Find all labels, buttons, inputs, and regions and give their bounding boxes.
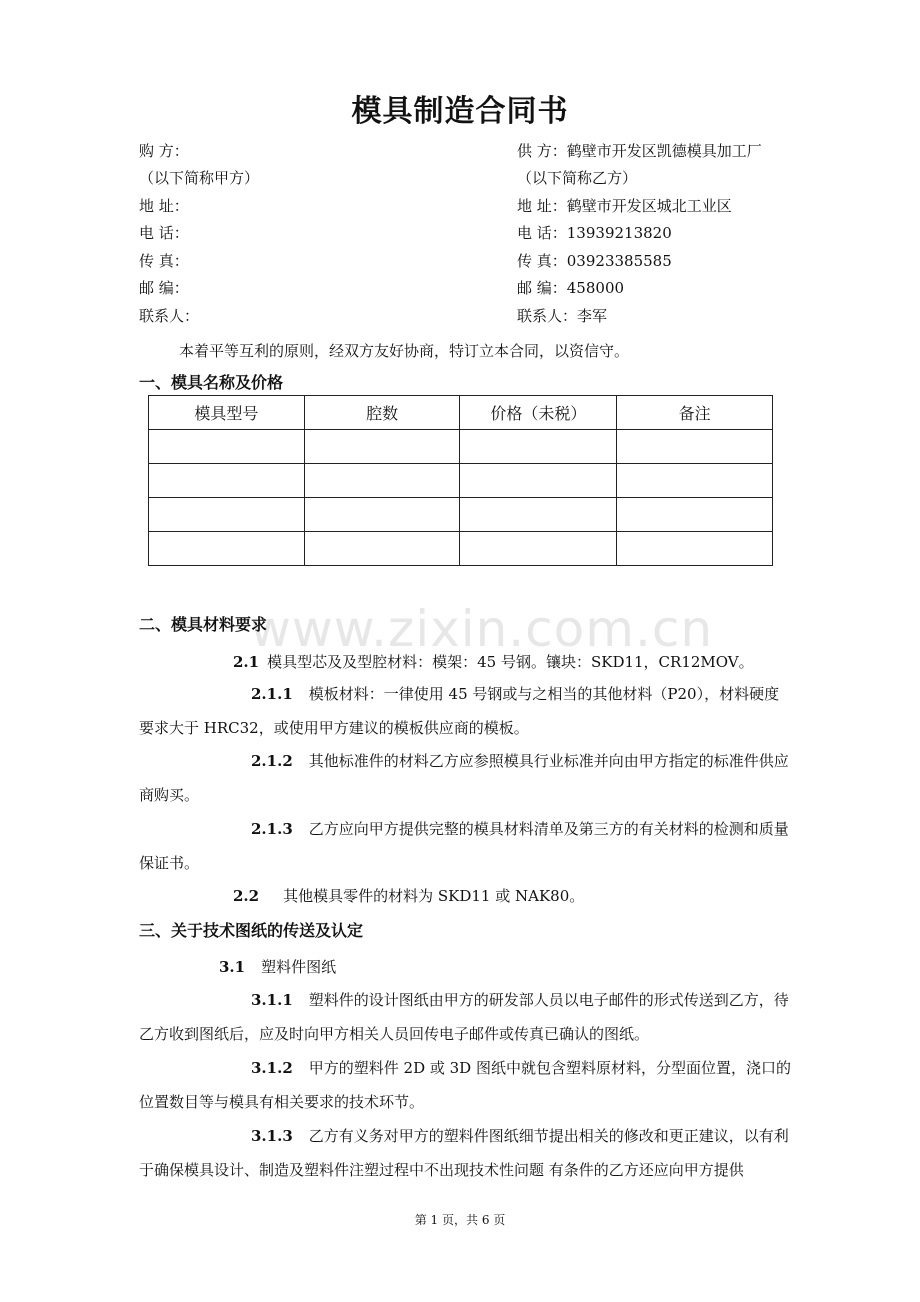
buyer-fax: 传 真： <box>139 252 189 270</box>
clause-text: 乙方有义务对甲方的塑料件图纸细节提出相关的修改和更正建议，以有利于确保模具设计、制造及塑料件注塑过程中不出现技术性问题 有条件的乙方还应向甲方提供 <box>139 1127 789 1179</box>
clause-2-1-1 <box>139 677 791 745</box>
clause-number: 3.1 <box>219 958 246 976</box>
column-header: 价格（未税） <box>460 396 617 430</box>
supplier-alias: （以下简称乙方） <box>517 169 638 187</box>
buyer-contact: 联系人： <box>139 307 200 325</box>
table-cell <box>460 464 617 498</box>
table-cell <box>149 430 305 464</box>
table-row <box>149 430 773 464</box>
buyer-label: 购 方： <box>139 142 189 160</box>
clause-number: 2.1.2 <box>251 752 293 770</box>
clause-number: 3.1.3 <box>251 1127 293 1145</box>
table-cell <box>304 532 460 566</box>
supplier-phone: 电 话：13939213820 <box>517 224 672 242</box>
clause-text: 其他标准件的材料乙方应参照模具行业标准并向由甲方指定的标准件供应商购买。 <box>139 752 789 804</box>
buyer-phone: 电 话： <box>139 224 189 242</box>
buyer-alias: （以下简称甲方） <box>139 169 260 187</box>
table-cell <box>304 464 460 498</box>
clause-text: 塑料件图纸 <box>261 958 337 976</box>
clause-text: 模具型芯及及型腔材料：模架：45 号钢。镶块：SKD11，CR12MOV。 <box>267 653 754 671</box>
clause-number: 3.1.1 <box>251 991 293 1009</box>
clause-2-1-2 <box>139 744 791 812</box>
price-table <box>148 395 773 566</box>
page-title: 模具制造合同书 <box>351 94 569 129</box>
clause-3-1 <box>139 950 791 984</box>
table-row <box>149 532 773 566</box>
table-cell <box>149 498 305 532</box>
intro-text: 本着平等互利的原则，经双方友好协商，特订立本合同，以资信守。 <box>179 342 630 360</box>
table-cell <box>617 464 773 498</box>
page-footer: 第 1 页，共 6 页 <box>414 1213 506 1227</box>
supplier-postcode: 邮 编：458000 <box>517 279 625 297</box>
table-cell <box>460 430 617 464</box>
clause-2-2 <box>139 879 791 913</box>
section1-heading: 一、模具名称及价格 <box>139 373 284 392</box>
clause-text: 模板材料：一律使用 45 号钢或与之相当的其他材料（P20），材料硬度要求大于 HRC32，或使用甲方建议的模板供应商的模板。 <box>139 685 780 737</box>
supplier-address: 地 址：鹤壁市开发区城北工业区 <box>517 197 732 215</box>
table-cell <box>460 498 617 532</box>
clause-3-1-1 <box>139 983 791 1051</box>
table-cell <box>617 532 773 566</box>
clause-number: 2.1.3 <box>251 820 293 838</box>
table-row <box>149 498 773 532</box>
clause-number: 2.2 <box>233 887 260 905</box>
clause-text: 乙方应向甲方提供完整的模具材料清单及第三方的有关材料的检测和质量保证书。 <box>139 820 789 872</box>
column-header: 模具型号 <box>149 396 305 430</box>
section2-heading: 二、模具材料要求 <box>139 615 268 634</box>
clause-2-1 <box>139 645 791 679</box>
section3-heading: 三、关于技术图纸的传送及认定 <box>139 921 364 940</box>
table-row <box>149 464 773 498</box>
buyer-address: 地 址： <box>139 197 189 215</box>
clause-text: 塑料件的设计图纸由甲方的研发部人员以电子邮件的形式传送到乙方，待乙方收到图纸后，应及时向甲方相关人员回传电子邮件或传真已确认的图纸。 <box>139 991 789 1043</box>
supplier-label: 供 方：鹤壁市开发区凯德模具加工厂 <box>517 142 762 160</box>
table-cell <box>617 498 773 532</box>
clause-number: 2.1 <box>233 653 260 671</box>
table-cell <box>460 532 617 566</box>
buyer-postcode: 邮 编： <box>139 279 189 297</box>
clause-text: 其他模具零件的材料为 SKD11 或 NAK80。 <box>283 887 585 905</box>
clause-3-1-3 <box>139 1119 791 1187</box>
clause-text: 甲方的塑料件 2D 或 3D 图纸中就包含塑料原材料，分型面位置，浇口的位置数目等与模具有相关要求的技术环节。 <box>139 1059 791 1111</box>
table-cell <box>304 430 460 464</box>
clause-2-1-3 <box>139 812 791 880</box>
column-header: 腔数 <box>304 396 460 430</box>
table-header-row <box>149 396 773 430</box>
table-cell <box>149 464 305 498</box>
clause-number: 3.1.2 <box>251 1059 293 1077</box>
table-cell <box>617 430 773 464</box>
column-header: 备注 <box>617 396 773 430</box>
table-cell <box>149 532 305 566</box>
table-cell <box>304 498 460 532</box>
clause-3-1-2 <box>139 1051 791 1119</box>
clause-number: 2.1.1 <box>251 685 293 703</box>
watermark: www.zixin.com.cn <box>250 600 714 658</box>
supplier-fax: 传 真：03923385585 <box>517 252 672 270</box>
supplier-contact: 联系人：李军 <box>517 307 608 325</box>
